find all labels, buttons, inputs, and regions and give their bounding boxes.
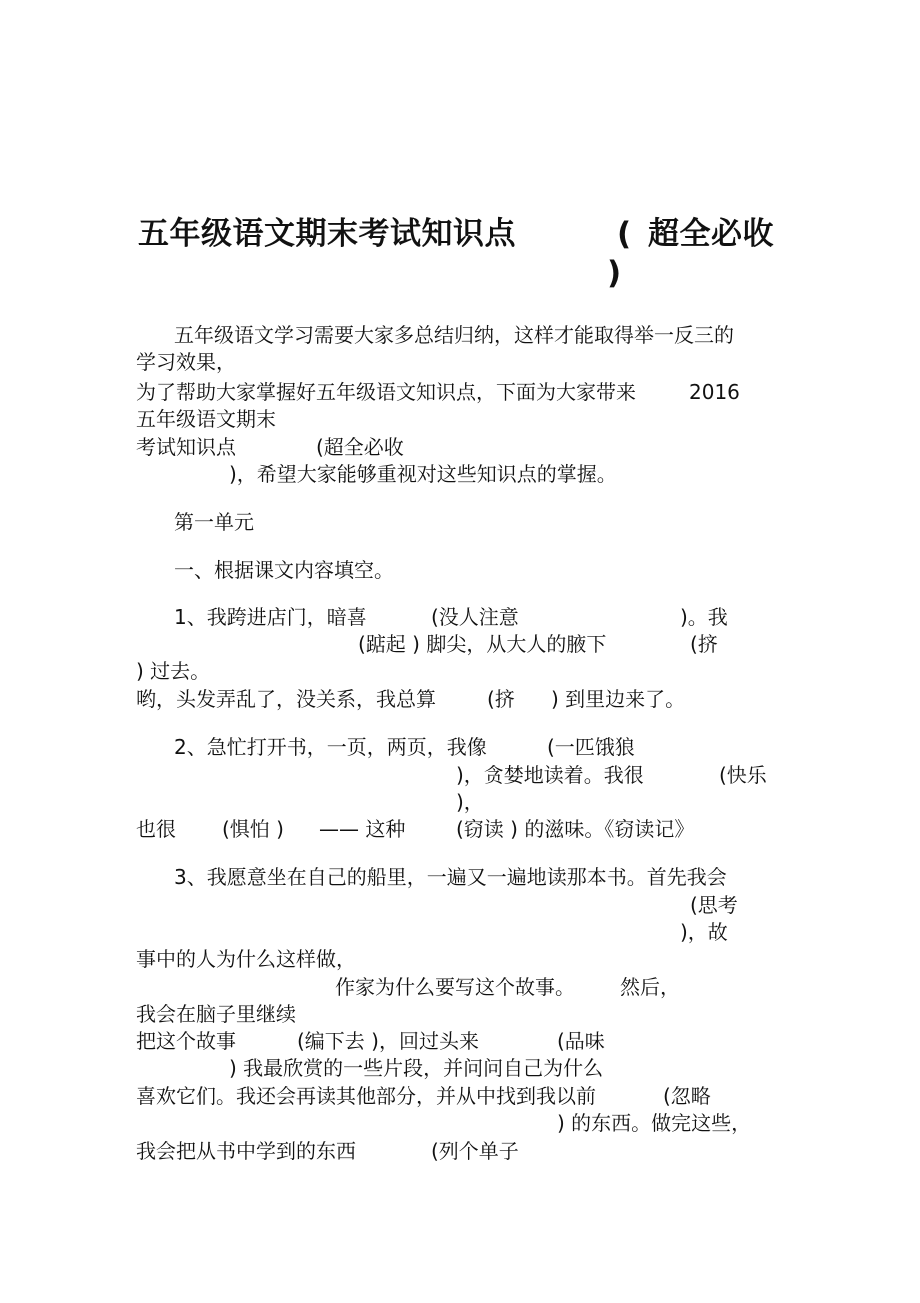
q2-blank: (窃读 ) 的滋味。《窃读记》 [456, 817, 695, 841]
q1-blank: (挤 [690, 632, 718, 656]
section-heading: 一、根据课文内容填空。 [174, 558, 394, 582]
intro-line: )，希望大家能够重视对这些知识点的掌握。 [229, 462, 617, 486]
q2-blank: (一匹饿狼 [547, 735, 635, 759]
intro-year: 2016 [689, 380, 740, 404]
intro-line: 考试知识点 [136, 435, 236, 459]
page-title: 五年级语文期末考试知识点 [138, 216, 516, 252]
q3-blank: (编下去 )，回过头来 [297, 1029, 479, 1053]
q1-line: 哟，头发弄乱了，没关系，我总算 [136, 687, 436, 711]
q3-line: ) 我最欣赏的一些片段，并问问自己为什么 [229, 1056, 604, 1080]
q1-line: ) 过去。 [136, 659, 211, 683]
title-paren-close: ) [607, 255, 622, 291]
title-suffix: 超全必收 [648, 216, 774, 252]
q2-blank: (惧怕 ) [222, 817, 284, 841]
q1-blank: (踮起 ) 脚尖，从大人的腋下 [358, 632, 607, 656]
q1-line: 1、我跨进店门，暗喜 [174, 605, 367, 629]
q3-blank: (列个单子 [431, 1139, 519, 1163]
q3-blank: ) 的东西。做完这些， [557, 1111, 752, 1135]
q3-blank: (品味 [557, 1029, 605, 1053]
intro-line: 五年级语文学习需要大家多总结归纳，这样才能取得举一反三的 [174, 323, 734, 347]
q3-blank: (忽略 [663, 1084, 711, 1108]
q2-blank: )， [456, 790, 484, 814]
q3-blank: )，故 [680, 920, 728, 944]
intro-line: 五年级语文期末 [136, 407, 276, 431]
q3-line: 然后， [620, 975, 680, 999]
intro-line: (超全必收 [316, 435, 404, 459]
unit-heading: 第一单元 [174, 510, 254, 534]
title-paren-open: ( [617, 216, 632, 252]
intro-line: 学习效果， [136, 350, 236, 374]
q3-line: 喜欢它们。我还会再读其他部分，并从中找到我以前 [136, 1084, 596, 1108]
q1-blank: ) 到里边来了。 [551, 687, 686, 711]
q2-line: —— 这种 [319, 817, 406, 841]
q1-blank: (没人注意 [431, 605, 519, 629]
q1-blank: (挤 [487, 687, 515, 711]
q2-blank: (快乐 [719, 763, 767, 787]
q3-line: 作家为什么要写这个故事。 [335, 975, 575, 999]
q2-line: 也很 [136, 817, 176, 841]
q1-blank: )。我 [680, 605, 728, 629]
intro-line: 为了帮助大家掌握好五年级语文知识点，下面为大家带来 [136, 380, 636, 404]
q3-blank: (思考 [690, 893, 738, 917]
q3-line: 把这个故事 [136, 1029, 236, 1053]
q3-line: 3、我愿意坐在自己的船里，一遍又一遍地读那本书。首先我会 [174, 865, 727, 889]
q2-line: 2、急忙打开书，一页，两页，我像 [174, 735, 487, 759]
q3-line: 我会在脑子里继续 [136, 1002, 296, 1026]
q3-line: 我会把从书中学到的东西 [136, 1139, 356, 1163]
q3-line: 事中的人为什么这样做， [136, 947, 356, 971]
q2-blank: )，贪婪地读着。我很 [456, 763, 644, 787]
